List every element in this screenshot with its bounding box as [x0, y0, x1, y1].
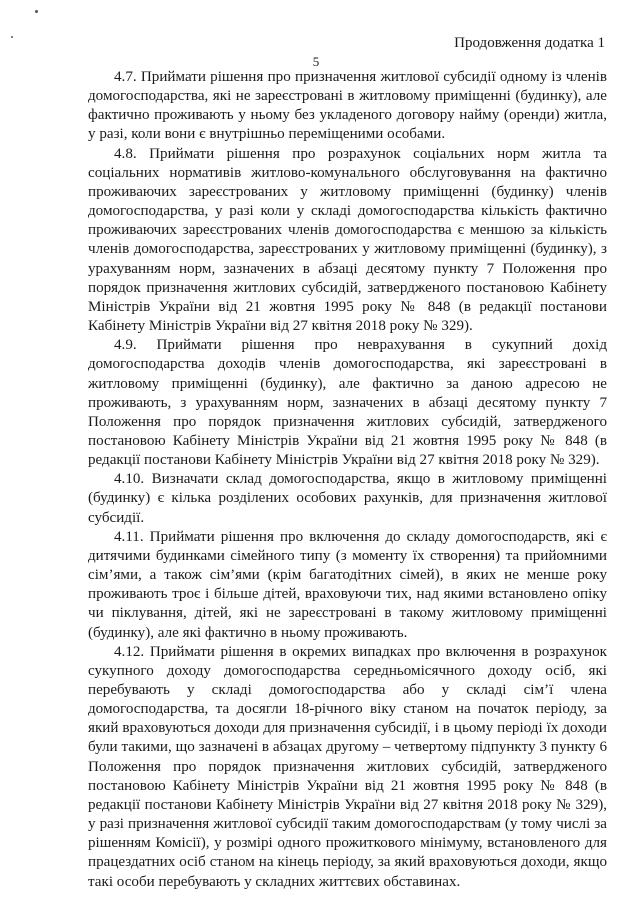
paragraph-4-7: 4.7. Приймати рішення про призначення житлової субсидії одному із членів домогосподарства, які не зареєстровані в житловому приміщенні (будинку), але фактично проживають у ньому без укладеного договору найму (оренди) житла, у разі, коли вони є внутрішньо переміщеними особами. — [88, 69, 607, 143]
paragraph-4-12: 4.12. Приймати рішення в окремих випадках про включення в розрахунок сукупного доходу домогосподарства середньомісячного доходу осіб, які перебувають у складі домогосподарства або у складі сім’ї члена домогосподарства, та досягли 18-річного віку станом на початок періоду, за який враховуються доходи для призначення субсидії, і в цьому періоді їх доходи були такими, що зазначені в абзацах другому – четвертому підпункту 3 пункту 6 Положення про порядок призначення житлових субсидій, затвердженого постановою Кабінету Міністрів України від 21 жовтня 1995 року № 848 (в редакції постанови Кабінету Міністрів України від 27 квітня 2018 року № 329), у разі призначення житлової субсидії таким домогосподарствам (у тому числі за рішенням Комісії), у розмірі одного прожиткового мінімуму, встановленого для працездатних осіб станом на кінець періоду, за який враховуються доходи, якщо такі особи перебувають у складних життєвих обставинах. — [88, 643, 607, 890]
page-number: 5 — [312, 54, 320, 69]
paragraph-4-9: 4.9. Приймати рішення про неврахування в сукупний дохід домогосподарства доходів членів домогосподарства, які зареєстровані в житловому приміщенні (будинку), але фактично за даною адресою не проживають, з урахуванням норм, зазначених в абзаці десятому пункту 7 Положення про порядок призначення житлових субсидій, затвердженого постановою Кабінету Міністрів України від 21 жовтня 1995 року № 848 (в редакції постанови Кабінету Міністрів України від 27 квітня 2018 року № 329). — [88, 337, 607, 469]
paragraph-4-11: 4.11. Приймати рішення про включення до складу домогосподарств, які є дитячими будинками сімейного типу (з моменту їх створення) та прийомними сім’ями, а також сім’ями (крім багатодітних сімей), в яких не менше року проживають троє і більше дітей, враховуючи тих, над якими встановлено опіку чи піклування, дітей, які не зареєстровані в такому житловому приміщенні (будинку), але які фактично в ньому проживають. — [88, 528, 607, 641]
scan-artifact-dot — [11, 36, 13, 38]
header-note: Продовження додатка 1 — [454, 35, 605, 51]
scan-artifact-dot — [35, 10, 38, 13]
document-body — [88, 68, 607, 892]
paragraph-4-8: 4.8. Приймати рішення про розрахунок соціальних норм житла та соціальних нормативів житлово-комунального обслуговування на фактично проживаючих зареєстрованих у житловому приміщенні (будинку) членів домогосподарства, у разі коли у складі домогосподарства кількість фактично проживаючих зареєстрованих членів домогосподарства є меншою за кількість членів домогосподарства, зареєстрованих у житловому приміщенні (будинку), з урахуванням норм, зазначених в абзаці десятому пункту 7 Положення про порядок призначення житлових субсидій, затвердженого постановою Кабінету Міністрів України від 21 жовтня 1995 року № 848 (в редакції постанови Кабінету Міністрів України від 27 квітня 2018 року № 329). — [88, 145, 607, 335]
paragraph-4-10: 4.10. Визначати склад домогосподарства, якщо в житловому приміщенні (будинку) є кілька розділених особових рахунків, для призначення житлової субсидії. — [88, 471, 607, 526]
